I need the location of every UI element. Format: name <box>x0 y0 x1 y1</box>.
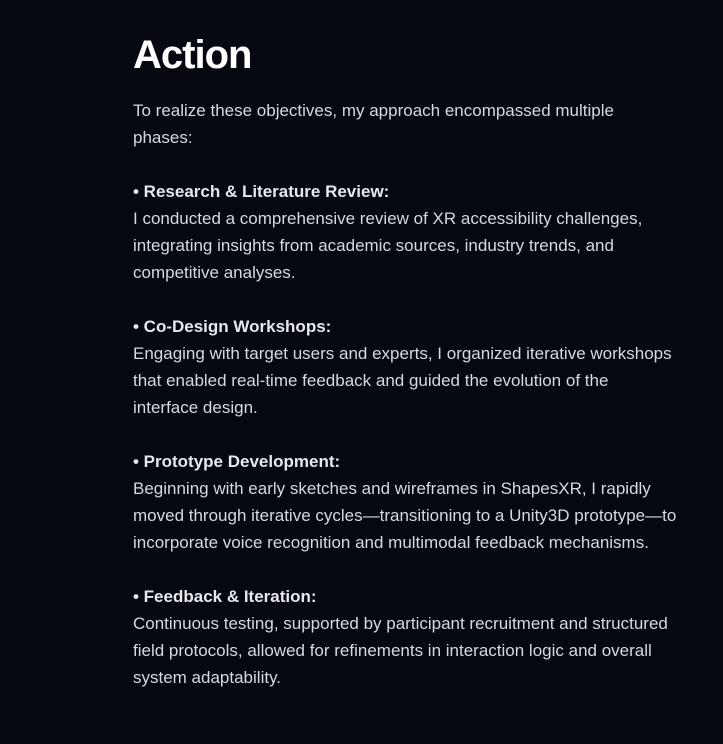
phase-heading: • Prototype Development: <box>133 452 341 471</box>
phase-research <box>133 178 678 286</box>
phase-co-design <box>133 313 678 421</box>
phase-prototype <box>133 448 678 556</box>
page-title: Action <box>133 33 252 77</box>
phase-description: Engaging with target users and experts, I organized iterative workshops that enabled real-time feedback and guided the evolution of the interface design. <box>133 344 672 417</box>
phase-description: I conducted a comprehensive review of XR accessibility challenges, integrating insights from academic sources, industry trends, and competitive analyses. <box>133 209 643 282</box>
intro-paragraph: To realize these objectives, my approach encompassed multiple phases: <box>133 101 614 147</box>
phase-description: Continuous testing, supported by participant recruitment and structured field protocols, allowed for refinements in interaction logic and overall system adaptability. <box>133 614 668 687</box>
phase-feedback <box>133 583 678 691</box>
phase-heading: • Research & Literature Review: <box>133 182 390 201</box>
phase-heading: • Feedback & Iteration: <box>133 587 317 606</box>
phase-heading: • Co-Design Workshops: <box>133 317 332 336</box>
phase-description: Beginning with early sketches and wireframes in ShapesXR, I rapidly moved through iterative cycles—transitioning to a Unity3D prototype—to incorporate voice recognition and multimodal feedback mechanisms. <box>133 479 677 552</box>
